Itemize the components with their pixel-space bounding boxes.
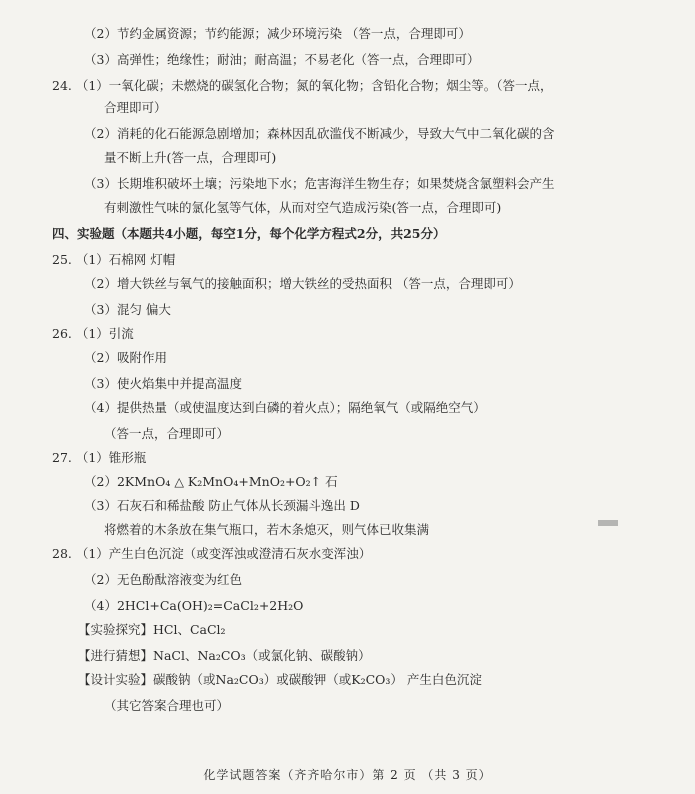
q28-4-answer: （4）2HCl+Ca(OH)₂=CaCl₂+2H₂O bbox=[84, 598, 304, 613]
q27-3-answer-cont: 将燃着的木条放在集气瓶口，若木条熄灭，则气体已收集满 bbox=[104, 522, 430, 537]
q26-4-answer-cont: （答一点，合理即可） bbox=[104, 426, 230, 441]
q24-2-answer: （2）消耗的化石能源急剧增加；森林因乱砍滥伐不断减少，导致大气中二氧化碳的含 bbox=[84, 126, 555, 141]
q26-3-answer: （3）使火焰集中并提高温度 bbox=[84, 376, 242, 391]
q25-2-answer: （2）增大铁丝与氧气的接触面积；增大铁丝的受热面积 （答一点，合理即可） bbox=[84, 276, 521, 291]
q23-3-answer: （3）高弹性；绝缘性；耐油；耐高温；不易老化（答一点，合理即可） bbox=[84, 52, 480, 67]
q28-2-answer: （2）无色酚酞溶液变为红色 bbox=[84, 572, 242, 587]
q24-1-answer: 24. （1）一氧化碳；未燃烧的碳氢化合物；氮的氧化物；含铅化合物；烟尘等。（答一点， bbox=[52, 78, 553, 93]
q24-3-answer-cont: 有刺激性气味的氯化氢等气体，从而对空气造成污染(答一点，合理即可) bbox=[104, 200, 502, 215]
margin-mark bbox=[598, 520, 618, 526]
q24-3-answer: （3）长期堆积破坏土壤；污染地下水；危害海洋生物生存；如果焚烧含氯塑料会产生 bbox=[84, 176, 555, 191]
q26-1-answer: 26. （1）引流 bbox=[52, 326, 134, 341]
q24-1-answer-cont: 合理即可） bbox=[104, 100, 167, 115]
q28-other-answers-note: （其它答案合理也可） bbox=[104, 698, 230, 713]
q28-hypothesis: 【进行猜想】NaCl、Na₂CO₃（或氯化钠、碳酸钠） bbox=[78, 648, 371, 663]
q27-1-answer: 27. （1）锥形瓶 bbox=[52, 450, 147, 465]
q27-2-answer: （2）2KMnO₄ △ K₂MnO₄+MnO₂+O₂↑ 石 bbox=[84, 474, 338, 489]
q24-2-answer-cont: 量不断上升(答一点，合理即可) bbox=[104, 150, 277, 165]
q26-4-answer: （4）提供热量（或使温度达到白磷的着火点）；隔绝氧气（或隔绝空气） bbox=[84, 400, 486, 415]
page-footer: 化学试题答案（齐齐哈尔市）第 2 页 （共 3 页） bbox=[203, 768, 492, 782]
q25-1-answer: 25. （1）石棉网 灯帽 bbox=[52, 252, 176, 267]
q26-2-answer: （2）吸附作用 bbox=[84, 350, 167, 365]
section-heading-experiments: 四、实验题（本题共4小题，每空1分，每个化学方程式2分，共25分） bbox=[52, 226, 446, 241]
q25-3-answer: （3）混匀 偏大 bbox=[84, 302, 171, 317]
q27-3-answer: （3）石灰石和稀盐酸 防止气体从长颈漏斗逸出 D bbox=[84, 498, 360, 513]
q28-1-answer: 28. （1）产生白色沉淀（或变浑浊或澄清石灰水变浑浊） bbox=[52, 546, 372, 561]
q28-design-experiment: 【设计实验】碳酸钠（或Na₂CO₃）或碳酸钾（或K₂CO₃） 产生白色沉淀 bbox=[78, 672, 482, 687]
q23-2-answer: （2）节约金属资源；节约能源；减少环境污染 （答一点，合理即可） bbox=[84, 26, 471, 41]
q28-experiment-inquiry: 【实验探究】HCl、CaCl₂ bbox=[78, 622, 226, 637]
